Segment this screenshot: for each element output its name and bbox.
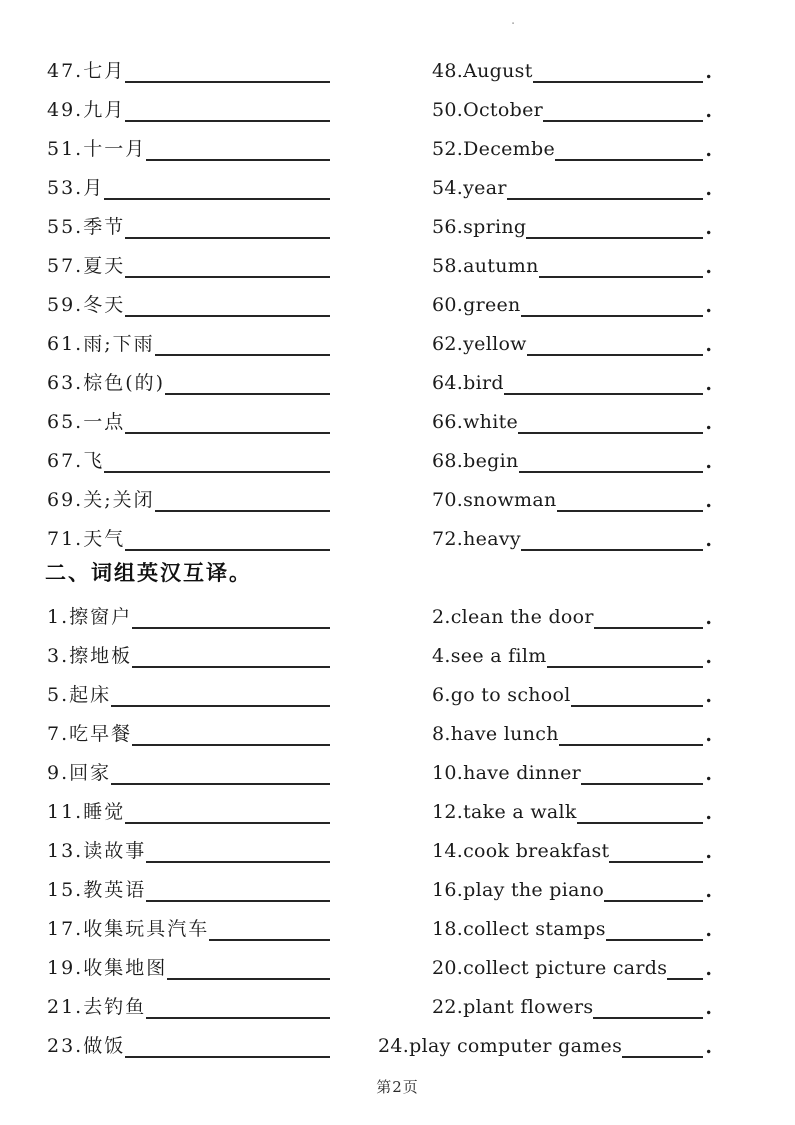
phrase-row (0, 902, 795, 941)
vocab-item-cn (47, 291, 330, 317)
item-label: 71.天气 (47, 528, 126, 550)
vocab-item-en (432, 135, 712, 161)
fill-in-blank (521, 527, 703, 551)
item-label: 54.year (432, 177, 507, 199)
vocab-item-en (432, 408, 712, 434)
vocab-item-cn (47, 96, 330, 122)
vocab-item-en (432, 330, 712, 356)
fill-in-blank (559, 722, 704, 746)
fill-in-blank (111, 683, 330, 707)
phrase-item-cn (47, 915, 330, 941)
phrase-item-en (432, 681, 712, 707)
item-label: 1.擦窗户 (47, 606, 133, 628)
item-label: 14.cook breakfast (432, 840, 610, 862)
item-label: 10.have dinner (432, 762, 582, 784)
item-label: 67.飞 (47, 450, 105, 472)
phrase-item-en (378, 1032, 712, 1058)
item-label: 22.plant flowers (432, 996, 594, 1018)
vocab-item-en (432, 174, 712, 200)
item-label: 2.clean the door (432, 606, 594, 628)
fill-in-blank (533, 59, 704, 83)
fill-in-blank (125, 59, 330, 83)
phrase-item-en (432, 759, 712, 785)
phrase-item-en (432, 954, 712, 980)
fill-in-blank (125, 1034, 330, 1058)
phrase-row (0, 590, 795, 629)
period-mark: . (705, 61, 712, 83)
item-label: 50.October (432, 99, 543, 121)
period-mark: . (705, 217, 712, 239)
item-label: 5.起床 (47, 684, 112, 706)
fill-in-blank (125, 98, 330, 122)
period-mark: . (705, 997, 712, 1019)
vocab-section (0, 44, 795, 551)
period-mark: . (705, 412, 712, 434)
item-label: 19.收集地图 (47, 957, 168, 979)
fill-in-blank (555, 137, 703, 161)
phrase-row (0, 629, 795, 668)
period-mark: . (705, 880, 712, 902)
phrase-row (0, 707, 795, 746)
vocab-row (0, 200, 795, 239)
page-number: 第2页 (376, 1078, 419, 1096)
phrase-item-en (432, 642, 712, 668)
phrase-item-cn (47, 954, 330, 980)
vocab-item-en (432, 525, 712, 551)
period-mark: . (705, 451, 712, 473)
fill-in-blank (125, 293, 330, 317)
item-label: 60.green (432, 294, 521, 316)
item-label: 52.Decembe (432, 138, 556, 160)
phrase-item-en (432, 798, 712, 824)
item-label: 24.play computer games (378, 1035, 623, 1057)
vocab-row (0, 122, 795, 161)
fill-in-blank (132, 605, 330, 629)
fill-in-blank (557, 488, 704, 512)
phrase-item-en (432, 915, 712, 941)
item-label: 62.yellow (432, 333, 527, 355)
fill-in-blank (594, 605, 704, 629)
fill-in-blank (146, 995, 330, 1019)
fill-in-blank (593, 995, 703, 1019)
fill-in-blank (518, 410, 703, 434)
period-mark: . (705, 607, 712, 629)
item-label: 58.autumn (432, 255, 539, 277)
fill-in-blank (209, 917, 330, 941)
vocab-item-cn (47, 486, 330, 512)
vocab-item-en (432, 96, 712, 122)
item-label: 56.spring (432, 216, 527, 238)
fill-in-blank (104, 449, 330, 473)
period-mark: . (705, 529, 712, 551)
item-label: 4.see a film (432, 645, 547, 667)
fill-in-blank (111, 761, 330, 785)
period-mark: . (705, 646, 712, 668)
fill-in-blank (132, 644, 330, 668)
item-label: 66.white (432, 411, 519, 433)
phrase-row (0, 980, 795, 1019)
period-mark: . (705, 802, 712, 824)
vocab-row (0, 356, 795, 395)
vocab-item-cn (47, 135, 330, 161)
item-label: 6.go to school (432, 684, 571, 706)
period-mark: . (705, 100, 712, 122)
item-label: 65.一点 (47, 411, 126, 433)
fill-in-blank (521, 293, 704, 317)
period-mark: . (705, 763, 712, 785)
fill-in-blank (622, 1034, 703, 1058)
item-label: 15.教英语 (47, 879, 147, 901)
item-label: 23.做饭 (47, 1035, 126, 1057)
phrase-item-cn (47, 759, 330, 785)
fill-in-blank (146, 839, 330, 863)
item-label: 68.begin (432, 450, 519, 472)
fill-in-blank (504, 371, 704, 395)
vocab-row (0, 278, 795, 317)
item-label: 59.冬天 (47, 294, 126, 316)
phrase-item-cn (47, 798, 330, 824)
vocab-item-cn (47, 369, 330, 395)
fill-in-blank (155, 488, 330, 512)
item-label: 55.季节 (47, 216, 126, 238)
fill-in-blank (577, 800, 704, 824)
vocab-row (0, 44, 795, 83)
vocab-item-en (432, 252, 712, 278)
item-label: 13.读故事 (47, 840, 147, 862)
section-heading: 二、词组英汉互译。 (45, 561, 252, 585)
vocab-item-en (432, 213, 712, 239)
fill-in-blank (667, 956, 703, 980)
phrase-row (0, 785, 795, 824)
phrase-item-cn (47, 681, 330, 707)
vocab-item-cn (47, 525, 330, 551)
fill-in-blank (125, 800, 330, 824)
phrase-item-cn (47, 720, 330, 746)
phrase-item-cn (47, 1032, 330, 1058)
phrase-row (0, 941, 795, 980)
fill-in-blank (571, 683, 704, 707)
phrase-item-en (432, 720, 712, 746)
fill-in-blank (604, 878, 703, 902)
fill-in-blank (609, 839, 703, 863)
vocab-item-en (432, 291, 712, 317)
fill-in-blank (507, 176, 704, 200)
fill-in-blank (581, 761, 703, 785)
phrase-item-cn (47, 876, 330, 902)
vocab-row (0, 83, 795, 122)
item-label: 57.夏天 (47, 255, 126, 277)
vocab-row (0, 512, 795, 551)
period-mark: . (705, 178, 712, 200)
vocab-item-cn (47, 57, 330, 83)
item-label: 53.月 (47, 177, 105, 199)
item-label: 7.吃早餐 (47, 723, 133, 745)
vocab-row (0, 434, 795, 473)
stray-dot-mark: · (511, 17, 516, 32)
vocab-item-cn (47, 252, 330, 278)
fill-in-blank (539, 254, 704, 278)
phrase-item-cn (47, 993, 330, 1019)
period-mark: . (705, 841, 712, 863)
vocab-row (0, 395, 795, 434)
vocab-row (0, 317, 795, 356)
phrases-section (0, 590, 795, 1058)
fill-in-blank (519, 449, 704, 473)
item-label: 64.bird (432, 372, 504, 394)
phrase-item-en (432, 876, 712, 902)
period-mark: . (705, 490, 712, 512)
period-mark: . (705, 139, 712, 161)
vocab-item-cn (47, 447, 330, 473)
period-mark: . (705, 685, 712, 707)
fill-in-blank (104, 176, 330, 200)
item-label: 20.collect picture cards (432, 957, 668, 979)
fill-in-blank (527, 332, 704, 356)
period-mark: . (705, 724, 712, 746)
item-label: 70.snowman (432, 489, 557, 511)
period-mark: . (705, 373, 712, 395)
item-label: 11.睡觉 (47, 801, 126, 823)
phrase-item-en (432, 993, 712, 1019)
vocab-item-cn (47, 330, 330, 356)
item-label: 49.九月 (47, 99, 126, 121)
item-label: 72.heavy (432, 528, 521, 550)
phrase-row (0, 824, 795, 863)
period-mark: . (705, 958, 712, 980)
fill-in-blank (125, 410, 330, 434)
item-label: 12.take a walk (432, 801, 577, 823)
item-label: 16.play the piano (432, 879, 605, 901)
phrase-row (0, 863, 795, 902)
vocab-item-cn (47, 174, 330, 200)
phrase-item-cn (47, 603, 330, 629)
vocab-item-cn (47, 213, 330, 239)
phrase-item-en (432, 603, 712, 629)
fill-in-blank (547, 644, 704, 668)
worksheet-page (0, 44, 795, 1058)
vocab-row (0, 239, 795, 278)
fill-in-blank (165, 371, 330, 395)
phrase-item-en (432, 837, 712, 863)
item-label: 18.collect stamps (432, 918, 606, 940)
vocab-item-en (432, 447, 712, 473)
vocab-item-en (432, 369, 712, 395)
fill-in-blank (526, 215, 703, 239)
period-mark: . (705, 256, 712, 278)
phrase-row (0, 746, 795, 785)
vocab-row (0, 161, 795, 200)
vocab-item-en (432, 486, 712, 512)
vocab-row (0, 473, 795, 512)
item-label: 17.收集玩具汽车 (47, 918, 210, 940)
fill-in-blank (167, 956, 330, 980)
item-label: 48.August (432, 60, 533, 82)
fill-in-blank (125, 215, 330, 239)
phrase-item-cn (47, 837, 330, 863)
fill-in-blank (146, 878, 330, 902)
period-mark: . (705, 334, 712, 356)
item-label: 8.have lunch (432, 723, 559, 745)
fill-in-blank (606, 917, 704, 941)
period-mark: . (705, 919, 712, 941)
item-label: 47.七月 (47, 60, 126, 82)
fill-in-blank (155, 332, 330, 356)
phrase-row (0, 668, 795, 707)
item-label: 61.雨;下雨 (47, 333, 155, 355)
item-label: 21.去钓鱼 (47, 996, 147, 1018)
item-label: 69.关;关闭 (47, 489, 155, 511)
item-label: 9.回家 (47, 762, 112, 784)
fill-in-blank (146, 137, 330, 161)
fill-in-blank (125, 527, 330, 551)
fill-in-blank (543, 98, 703, 122)
phrase-row (0, 1019, 795, 1058)
item-label: 3.擦地板 (47, 645, 133, 667)
fill-in-blank (125, 254, 330, 278)
vocab-item-en (432, 57, 712, 83)
fill-in-blank (132, 722, 330, 746)
period-mark: . (705, 295, 712, 317)
item-label: 51.十一月 (47, 138, 147, 160)
period-mark: . (705, 1036, 712, 1058)
item-label: 63.棕色(的) (47, 372, 166, 394)
phrase-item-cn (47, 642, 330, 668)
vocab-item-cn (47, 408, 330, 434)
